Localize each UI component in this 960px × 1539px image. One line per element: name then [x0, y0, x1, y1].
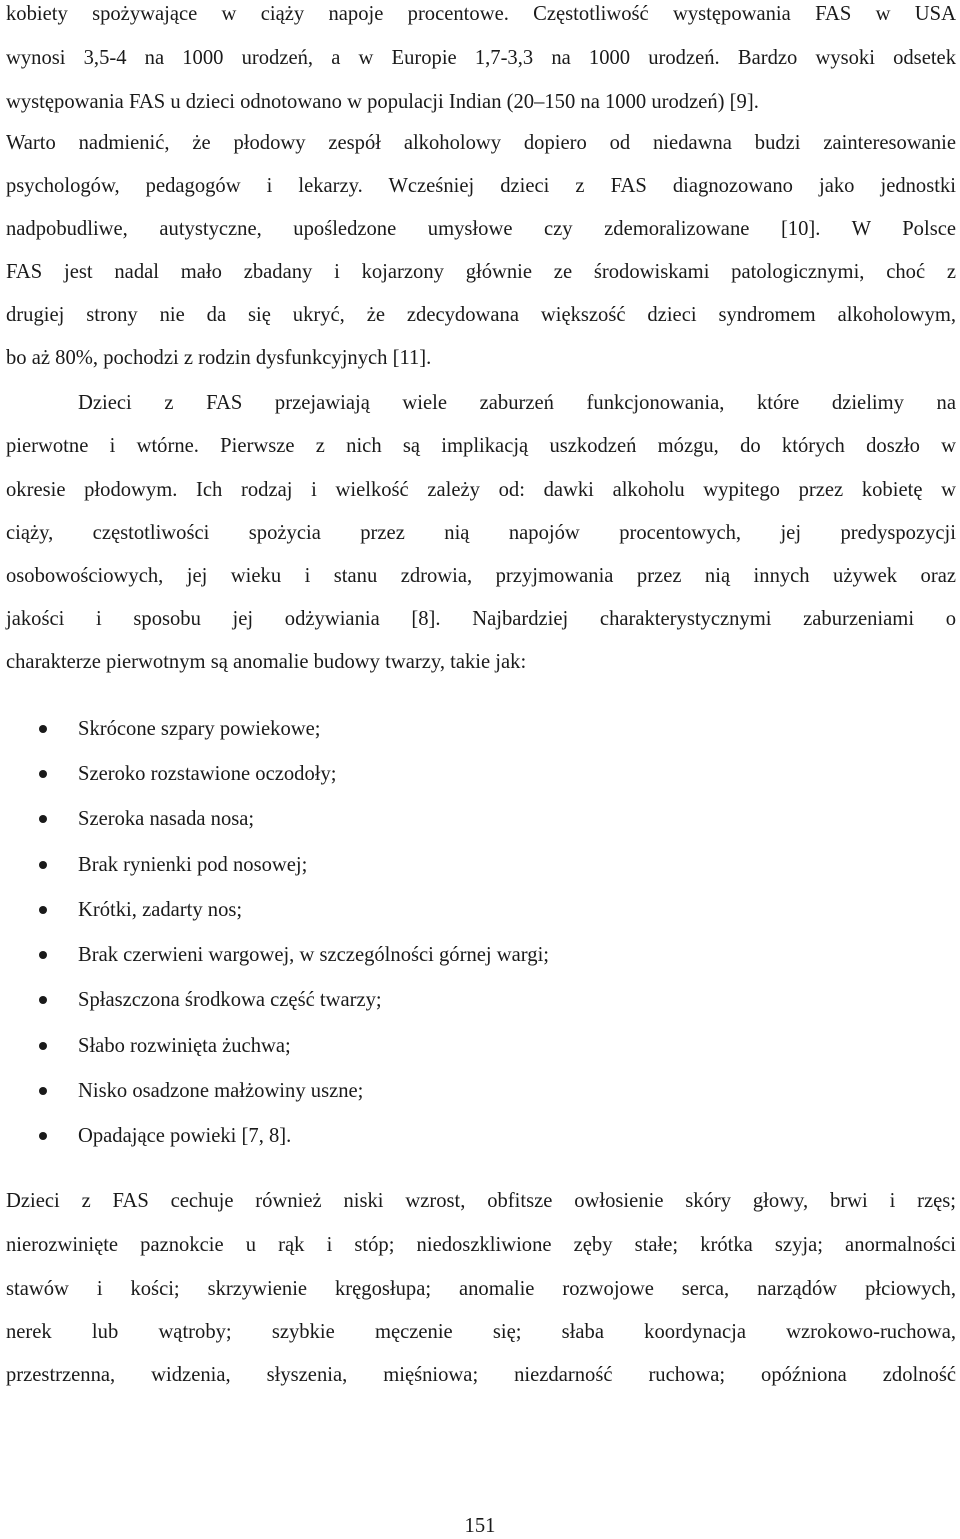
- bullet-icon: [39, 951, 47, 959]
- text-line: Warto nadmienić, że płodowy zespół alkoholowy dopiero od niedawna budzi zainteresowanie: [6, 132, 956, 154]
- bullet-icon: [39, 996, 47, 1004]
- bullet-icon: [39, 1132, 47, 1140]
- list-item-text: Szeroko rozstawione oczodoły;: [78, 763, 337, 785]
- text-line: ciąży, częstotliwości spożycia przez nią napojów procentowych, jej predyspozycji: [6, 522, 956, 544]
- bullet-icon: [39, 861, 47, 869]
- text-line: FAS jest nadal mało zbadany i kojarzony głównie ze środowiskami patologicznymi, choć z: [6, 261, 956, 283]
- list-item: [6, 1077, 906, 1105]
- text-line: wynosi 3,5-4 na 1000 urodzeń, a w Europie 1,7-3,3 na 1000 urodzeń. Bardzo wysoki odsetek: [6, 47, 956, 69]
- list-item: [6, 1122, 906, 1150]
- text-line: Dzieci z FAS przejawiają wiele zaburzeń funkcjonowania, które dzielimy na: [78, 392, 956, 414]
- list-item: [6, 715, 906, 743]
- text-line: nierozwinięte paznokcie u rąk i stóp; niedoszkliwione zęby stałe; krótka szyja; anormalności: [6, 1234, 956, 1256]
- text-line: jakości i sposobu jej odżywiania [8]. Najbardziej charakterystycznymi zaburzeniami o: [6, 608, 956, 630]
- text-line: nerek lub wątroby; szybkie męczenie się; słaba koordynacja wzrokowo-ruchowa,: [6, 1321, 956, 1343]
- bullet-icon: [39, 1042, 47, 1050]
- text-line: kobiety spożywające w ciąży napoje procentowe. Częstotliwość występowania FAS w USA: [6, 3, 956, 25]
- text-line: pierwotne i wtórne. Pierwsze z nich są implikacją uszkodzeń mózgu, do których doszło w: [6, 435, 956, 457]
- text-line: bo aż 80%, pochodzi z rodzin dysfunkcyjnych [11].: [6, 347, 432, 369]
- list-item: [6, 760, 906, 788]
- bullet-icon: [39, 1087, 47, 1095]
- text-line: osobowościowych, jej wieku i stanu zdrowia, przyjmowania przez nią innych używek oraz: [6, 565, 956, 587]
- list-item-text: Opadające powieki [7, 8].: [78, 1125, 292, 1147]
- list-item-text: Spłaszczona środkowa część twarzy;: [78, 989, 382, 1011]
- bullet-icon: [39, 815, 47, 823]
- text-line: psychologów, pedagogów i lekarzy. Wcześniej dzieci z FAS diagnozowano jako jednostki: [6, 175, 956, 197]
- list-item: [6, 896, 906, 924]
- list-item-text: Krótki, zadarty nos;: [78, 899, 243, 921]
- list-item: [6, 941, 906, 969]
- text-line: przestrzenna, widzenia, słyszenia, mięśniowa; niezdarność ruchowa; opóźniona zdolność: [6, 1364, 956, 1386]
- text-line: nadpobudliwe, autystyczne, upośledzone umysłowe czy zdemoralizowane [10]. W Polsce: [6, 218, 956, 240]
- list-item: [6, 805, 906, 833]
- text-line: stawów i kości; skrzywienie kręgosłupa; anomalie rozwojowe serca, narządów płciowych,: [6, 1278, 956, 1300]
- bullet-icon: [39, 725, 47, 733]
- list-item-text: Brak czerwieni wargowej, w szczególności górnej wargi;: [78, 944, 550, 966]
- bullet-icon: [39, 906, 47, 914]
- bullet-icon: [39, 770, 47, 778]
- text-line: drugiej strony nie da się ukryć, że zdecydowana większość dzieci syndromem alkoholowym,: [6, 304, 956, 326]
- list-item: [6, 1032, 906, 1060]
- list-item-text: Skrócone szpary powiekowe;: [78, 718, 321, 740]
- text-line: występowania FAS u dzieci odnotowano w populacji Indian (20–150 na 1000 urodzeń) [9].: [6, 91, 759, 113]
- list-item-text: Brak rynienki pod nosowej;: [78, 854, 308, 876]
- text-line: okresie płodowym. Ich rodzaj i wielkość zależy od: dawki alkoholu wypitego przez kobietę w: [6, 479, 956, 501]
- list-item-text: Szeroka nasada nosa;: [78, 808, 255, 830]
- list-item-text: Słabo rozwinięta żuchwa;: [78, 1035, 291, 1057]
- list-item: [6, 851, 906, 879]
- list-item: [6, 986, 906, 1014]
- text-line: Dzieci z FAS cechuje również niski wzrost, obfitsze owłosienie skóry głowy, brwi i rzęs;: [6, 1190, 956, 1212]
- text-line: charakterze pierwotnym są anomalie budowy twarzy, takie jak:: [6, 651, 527, 673]
- list-item-text: Nisko osadzone małżowiny uszne;: [78, 1080, 364, 1102]
- page-number: 151: [464, 1515, 496, 1537]
